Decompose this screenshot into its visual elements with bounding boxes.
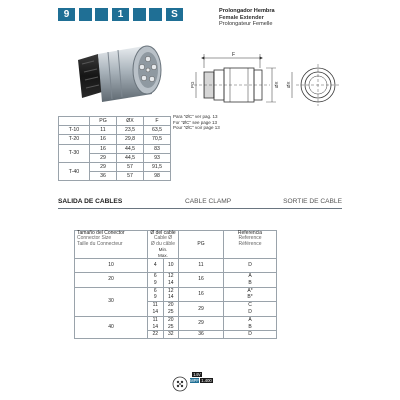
code-box-4: 1 — [112, 8, 129, 21]
size-cell: 40 — [75, 316, 148, 338]
section-header — [58, 198, 342, 209]
header-reference-es: Referencia — [237, 230, 263, 236]
x-cell: 57 — [117, 172, 144, 181]
pg-cell: 29 — [179, 316, 224, 331]
header-reference — [224, 231, 277, 259]
ref-cell: B — [224, 280, 277, 287]
table-row — [59, 135, 171, 144]
pg-cell: 29 — [90, 153, 117, 162]
section-title-en: CABLE CLAMP — [185, 198, 232, 205]
x-cell: 44,5 — [117, 153, 144, 162]
min-cell: 9 — [148, 280, 164, 287]
f-cell: 70,5 — [144, 135, 171, 144]
header-cable-diameter-es: Ø del cable — [150, 230, 176, 236]
dims-header-row — [59, 117, 171, 126]
ref-cell: B* — [224, 294, 277, 301]
title-fr: Prolongateur Femelle — [219, 21, 273, 28]
min-cell: 11 — [148, 302, 164, 309]
max-cell: 32 — [163, 331, 179, 339]
label-length: F — [232, 52, 236, 58]
min-cell: 14 — [148, 309, 164, 316]
connector-face-icon — [172, 376, 188, 392]
max-label: Max. — [158, 252, 168, 258]
header-cable-diameter-en: Cable Ø — [153, 235, 173, 242]
pg-cell: 11 — [179, 259, 224, 273]
size-cell: 10 — [75, 259, 148, 273]
front-view — [292, 64, 340, 106]
f-cell: 98 — [144, 172, 171, 181]
note-fr: Pour "ØC" voir page 13 — [173, 125, 220, 131]
ref-cell: A — [224, 273, 277, 280]
f-cell: 63,5 — [144, 126, 171, 135]
header-pg: PG — [179, 231, 224, 259]
ref-cell: D — [224, 331, 277, 339]
connector-body — [98, 46, 161, 102]
badge-top: 14V — [193, 372, 201, 377]
header-cable-diameter — [148, 231, 179, 259]
series-cell: T-40 — [59, 162, 90, 180]
table-row — [59, 144, 171, 153]
series-cell: T-30 — [59, 144, 90, 162]
pg-cell: 16 — [179, 273, 224, 288]
code-box-5 — [133, 8, 146, 21]
pg-cell: 29 — [179, 302, 224, 317]
section-title-es: SALIDA DE CABLES — [58, 198, 123, 205]
table-row — [59, 162, 171, 171]
dims-header-x: ØX — [117, 117, 144, 126]
code-box-3 — [95, 8, 108, 21]
ref-cell: D — [224, 309, 277, 316]
note-en: For "ØC" see page 13 — [173, 119, 217, 125]
x-cell: 44,5 — [117, 144, 144, 153]
note-es: Para "ØC" ver pag. 13 — [173, 114, 218, 119]
table-row — [75, 287, 277, 294]
size-cell: 30 — [75, 287, 148, 316]
max-cell: 12 — [163, 273, 179, 280]
min-cell: 11 — [148, 316, 164, 323]
x-cell: 23,5 — [117, 126, 144, 135]
section-title-fr: SORTIE DE CABLE — [283, 198, 342, 205]
code-box-2 — [79, 8, 92, 21]
title-es: Prolongador Hembra — [219, 8, 275, 14]
max-cell: 20 — [163, 302, 179, 309]
gland-nut — [78, 54, 102, 98]
cable-clamp-table — [74, 230, 277, 339]
f-cell: 93 — [144, 153, 171, 162]
header-reference-en: Reference — [238, 235, 262, 242]
label-thread: PG — [190, 81, 195, 88]
dims-header-f: F — [144, 117, 171, 126]
table-row — [75, 316, 277, 323]
label-diameter-front: ØX — [286, 81, 291, 88]
table-row — [59, 126, 171, 135]
pg-cell: 16 — [90, 135, 117, 144]
pg-cell: 36 — [90, 172, 117, 181]
product-title — [219, 8, 275, 28]
max-cell: 20 — [163, 316, 179, 323]
min-cell: 22 — [148, 331, 164, 339]
side-view — [194, 54, 276, 102]
badge-right: 1.400 — [201, 378, 212, 383]
technical-drawing — [190, 50, 350, 112]
max-cell: 10 — [163, 259, 179, 273]
max-cell: 12 — [163, 287, 179, 294]
x-cell: 57 — [117, 162, 144, 171]
series-cell: T-20 — [59, 135, 90, 144]
max-cell: 25 — [163, 324, 179, 331]
header-connector-size — [75, 231, 148, 259]
min-cell: 4 — [148, 259, 164, 273]
code-box-1: 9 — [58, 8, 75, 21]
x-cell: 29,8 — [117, 135, 144, 144]
min-label: Min. — [158, 247, 168, 253]
ref-cell: C — [224, 302, 277, 309]
header-connector-size-es: Tamaño del Conector — [77, 230, 125, 236]
bottom-badge — [172, 372, 216, 394]
ref-cell: B — [224, 324, 277, 331]
table-row — [75, 273, 277, 280]
f-cell: 83 — [144, 144, 171, 153]
table-row — [75, 259, 277, 273]
header-connector-size-en: Connector Size — [77, 235, 112, 242]
clamp-header-row — [75, 231, 277, 259]
min-cell: 6 — [148, 273, 164, 280]
badge-left: MPF — [190, 378, 199, 383]
pg-cell: 16 — [179, 287, 224, 302]
pg-cell: 29 — [90, 162, 117, 171]
ref-cell: A — [224, 316, 277, 323]
header-reference-fr: Référence — [238, 240, 262, 247]
max-cell: 14 — [163, 294, 179, 301]
pg-cell: 16 — [90, 144, 117, 153]
code-box-6 — [149, 8, 162, 21]
pg-cell: 36 — [179, 331, 224, 339]
pg-cell: 11 — [90, 126, 117, 135]
min-cell: 6 — [148, 287, 164, 294]
connector-photo — [72, 36, 168, 112]
size-cell: 20 — [75, 273, 148, 288]
section-divider — [58, 208, 342, 209]
f-cell: 91,5 — [144, 162, 171, 171]
header-connector-size-fr: Taille du Connecteur — [77, 240, 123, 247]
max-cell: 14 — [163, 280, 179, 287]
min-max-labels — [148, 247, 178, 258]
min-cell: 9 — [148, 294, 164, 301]
dimensions-table — [58, 116, 171, 181]
max-cell: 25 — [163, 309, 179, 316]
title-en: Female Extender — [219, 14, 264, 21]
ref-cell: D — [224, 259, 277, 273]
header-cable-diameter-fr: Ø du câble — [150, 240, 176, 247]
series-cell: T-10 — [59, 126, 90, 135]
dims-header-series — [59, 117, 90, 126]
label-diameter: ØX — [274, 81, 279, 88]
reference-note — [173, 114, 220, 131]
code-box-7: S — [166, 8, 183, 21]
min-cell: 14 — [148, 324, 164, 331]
dims-header-pg: PG — [90, 117, 117, 126]
ref-cell: A* — [224, 287, 277, 294]
